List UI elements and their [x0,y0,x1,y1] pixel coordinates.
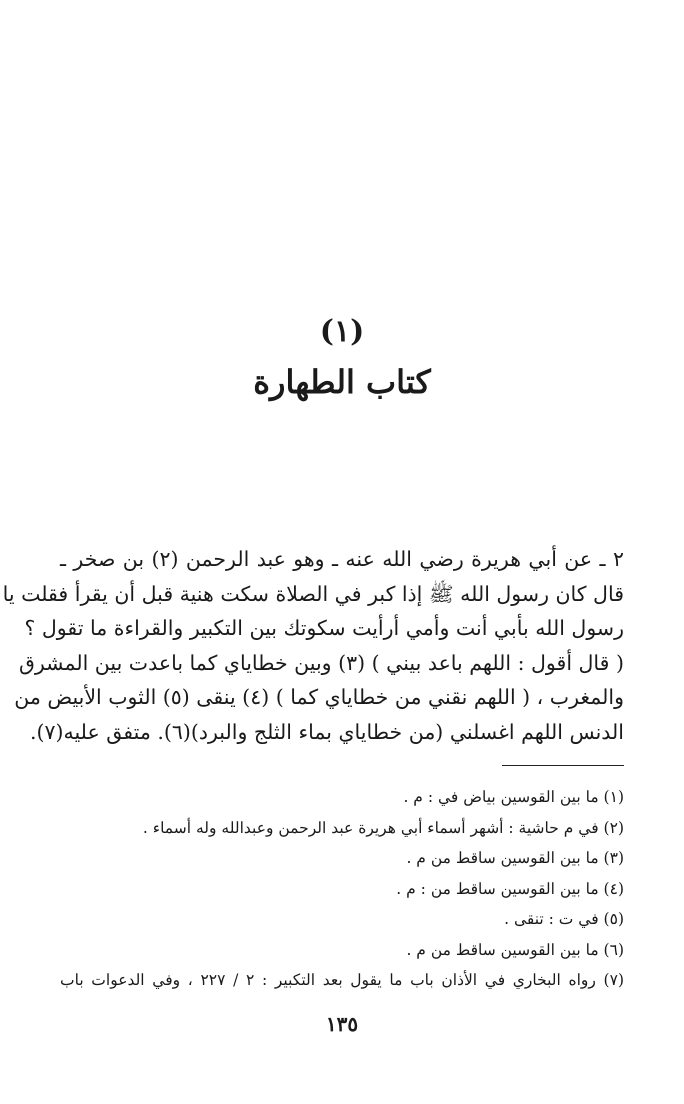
hadith-text [2,542,624,749]
footnote: (٢) في م حاشية : أشهر أسماء أبي هريرة عبد الرحمن وعبدالله وله أسماء . [142,818,624,837]
hadith-line: ( قال أقول : اللهم باعد بيني ) (٣) وبين خطاياي كما باعدت بين المشرق [18,650,624,675]
footnote: (٦) ما بين القوسين ساقط من م . [406,940,624,959]
footnote: (٤) ما بين القوسين ساقط من : م . [396,879,624,898]
hadith-line: والمغرب ، ( اللهم نقني من خطاياي كما ) (٤) ينقى (٥) الثوب الأبيض من [14,685,624,709]
hadith-line: ٢ ـ عن أبي هريرة رضي الله عنه ـ وهو عبد الرحمن (٢) بن صخر ـ [60,547,624,571]
hadith-line: الدنس اللهم اغسلني (من خطاياي بماء الثلج والبرد)(٦). متفق عليه(٧). [29,719,624,744]
footnotes [60,782,624,996]
hadith-line: قال كان رسول الله ﷺ إذا كبر في الصلاة سكت هنية قبل أن يقرأ فقلت يا [2,581,624,606]
page-number: ١٣٥ [325,1012,359,1036]
footnote: (٣) ما بين القوسين ساقط من م . [406,849,624,867]
footnote: (٥) في ت : تنقى . [504,910,624,928]
footnote: (١) ما بين القوسين بياض في : م . [403,788,624,806]
chapter-title: كتاب الطهارة [253,363,431,401]
hadith-line: رسول الله بأبي أنت وأمي أرأيت سكوتك بين التكبير والقراءة ما تقول ؟ [24,616,624,640]
footnote: (٧) رواه البخاري في الأذان باب ما يقول بعد التكبير : ٢ / ٢٢٧ ، وفي الدعوات باب [60,971,624,989]
chapter-number: (١) [319,314,365,349]
footnote-separator [502,765,624,766]
